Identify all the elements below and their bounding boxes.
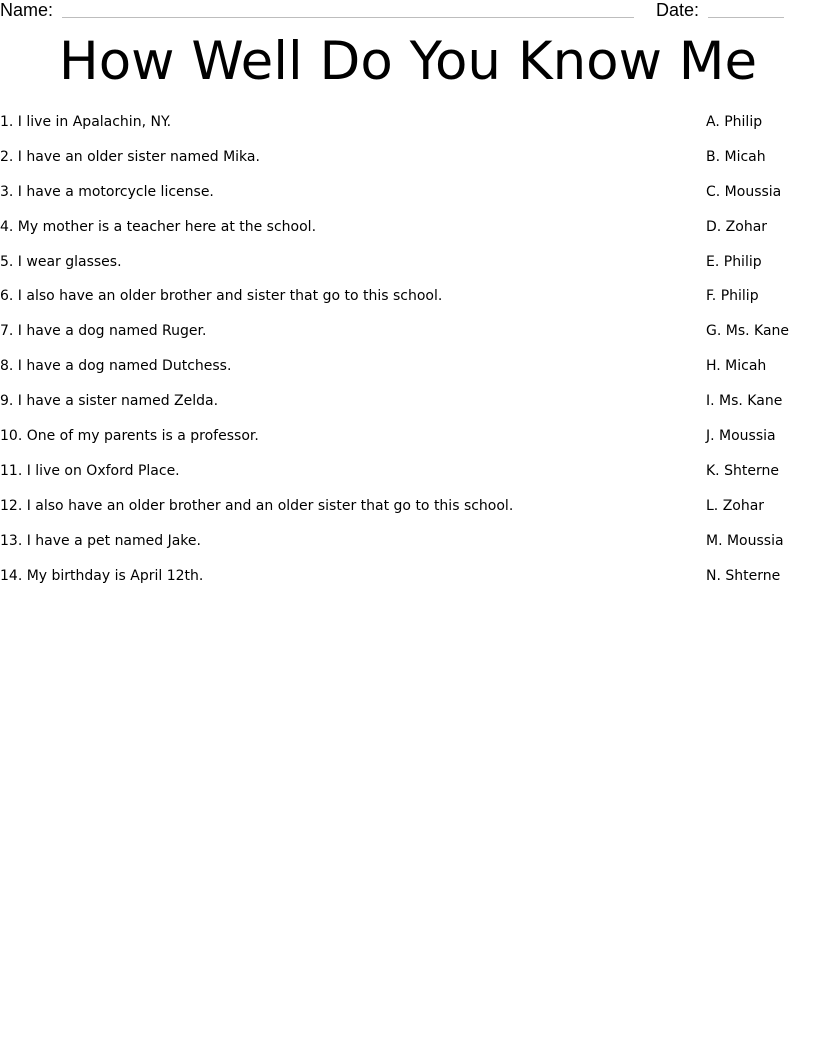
question-item: 5. I wear glasses. xyxy=(0,253,122,270)
question-item: 7. I have a dog named Ruger. xyxy=(0,323,207,340)
name-blank-line xyxy=(62,17,634,18)
question-item: 9. I have a sister named Zelda. xyxy=(0,393,219,410)
answer-item: A. Philip xyxy=(706,114,763,130)
answer-item: J. Moussia xyxy=(706,428,776,445)
question-item: 3. I have a motorcycle license. xyxy=(0,183,214,200)
question-item: 4. My mother is a teacher here at the school. xyxy=(0,218,317,235)
answer-item: K. Shterne xyxy=(706,462,779,479)
question-item: 14. My birthday is April 12th. xyxy=(0,567,204,584)
answer-item: L. Zohar xyxy=(706,497,765,514)
answer-item: E. Philip xyxy=(706,253,762,270)
answer-item: D. Zohar xyxy=(706,218,768,235)
answer-item: I. Ms. Kane xyxy=(706,393,783,410)
name-label: Name: xyxy=(0,0,54,20)
worksheet-header xyxy=(0,0,816,22)
question-list xyxy=(0,112,680,600)
question-item: 10. One of my parents is a professor. xyxy=(0,428,259,445)
answer-item: M. Moussia xyxy=(706,532,784,549)
answer-item: C. Moussia xyxy=(706,183,782,200)
question-item: 13. I have a pet named Jake. xyxy=(0,532,201,549)
answer-item: N. Shterne xyxy=(706,567,781,584)
answer-list xyxy=(706,112,816,600)
date-blank-line xyxy=(708,17,784,18)
question-item: 8. I have a dog named Dutchess. xyxy=(0,358,232,375)
answer-item: H. Micah xyxy=(706,358,767,375)
answer-item: B. Micah xyxy=(706,148,766,165)
question-item: 11. I live on Oxford Place. xyxy=(0,462,180,479)
worksheet-title: How Well Do You Know Me xyxy=(58,31,758,92)
answer-item: F. Philip xyxy=(706,288,759,305)
answer-item: G. Ms. Kane xyxy=(706,323,790,340)
question-item: 12. I also have an older brother and an older sister that go to this school. xyxy=(0,497,514,514)
question-item: 2. I have an older sister named Mika. xyxy=(0,148,260,165)
date-label: Date: xyxy=(656,0,700,20)
question-item: 6. I also have an older brother and sister that go to this school. xyxy=(0,288,443,305)
question-item: 1. I live in Apalachin, NY. xyxy=(0,114,172,130)
